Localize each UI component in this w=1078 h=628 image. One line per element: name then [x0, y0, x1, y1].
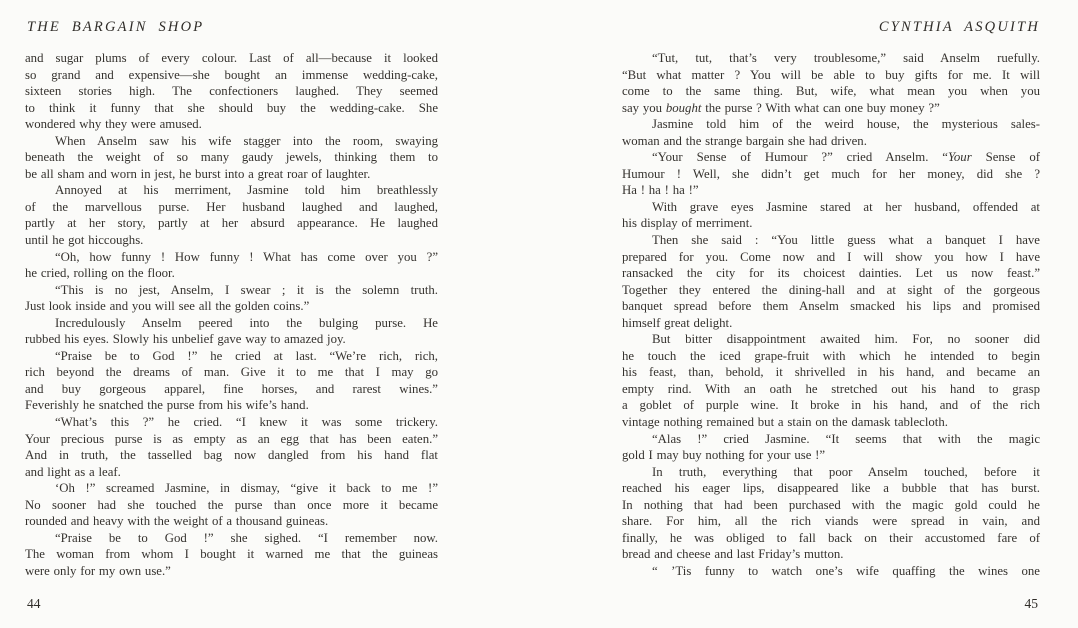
text-line: finally, he was obliged to fall back on their accustomed fare of — [622, 530, 1040, 545]
page-number-right: 45 — [1024, 596, 1038, 611]
running-head-left: THE BARGAIN SHOP — [27, 19, 205, 35]
text-line: Incredulously Anselm peered into the bulging purse. He — [55, 315, 438, 330]
text-line: “Alas !” cried Jasmine. “It seems that with the magic — [652, 431, 1040, 446]
text-line: “Praise be to God !” he cried at last. “We’re rich, rich, — [55, 348, 438, 363]
text-line: ‘Oh !” screamed Jasmine, in dismay, “give it back to me !” — [55, 481, 438, 496]
text-line: woman and the strange bargain she had driven. — [622, 133, 867, 148]
text-line: Then she said : “You little guess what a banquet I have — [652, 233, 1040, 248]
running-head-right: CYNTHIA ASQUITH — [878, 19, 1040, 35]
text-line: gold I may buy nothing for your use !” — [622, 448, 826, 463]
text-line: The woman from whom I bought it warned me that the guineas — [25, 547, 438, 562]
page-number-left: 44 — [27, 596, 41, 611]
text-line: “What’s this ?” he cried. “I knew it was some trickery. — [55, 415, 438, 430]
text-line: Jasmine told him of the weird house, the mysterious sales- — [652, 117, 1040, 132]
page-right — [622, 0, 1040, 628]
text-line: “ ’Tis funny to watch one’s wife quaffing the wines one — [652, 563, 1040, 578]
text-line: himself great delight. — [622, 315, 733, 330]
text-line: Together they entered the dining-hall and at sight of the gorgeous — [622, 282, 1040, 297]
text-line: until he got hiccoughs. — [25, 233, 144, 248]
text-line: rounded and heavy with the weight of a thousand guineas. — [25, 514, 329, 529]
text-line: bread and cheese and last Friday’s mutton. — [622, 547, 844, 562]
page-left-body — [25, 50, 438, 580]
text-line: Feverishly he snatched the purse from his wife’s hand. — [25, 398, 309, 413]
text-line: But bitter disappointment awaited him. For, no sooner did — [652, 332, 1040, 347]
text-line: When Anselm saw his wife stagger into the room, swaying — [55, 133, 438, 148]
text-line: In truth, everything that poor Anselm touched, before it — [652, 464, 1040, 479]
text-line: a goblet of purple wine. It broke in his hand, and of the rich — [622, 398, 1040, 413]
text-line: empty rind. With an oath he stretched out his hand to grasp — [622, 381, 1040, 396]
text-line: and light as a leaf. — [25, 464, 121, 479]
text-line: “Praise be to God !” she sighed. “I remember now. — [55, 530, 438, 545]
text-line: rubbed his eyes. Slowly his unbelief gave way to amazed joy. — [25, 332, 346, 347]
text-line: Just look inside and you will see all the golden coins.” — [25, 299, 310, 314]
text-line: and buy gorgeous apparel, fine horses, and rarest wines.” — [25, 381, 438, 396]
text-line: rich beyond the dreams of man. Give it to me that I may go — [25, 365, 438, 380]
text-line: Annoyed at his merriment, Jasmine told him breathlessly — [55, 183, 438, 198]
text-line: partly at her story, partly at her absurd appearance. He laughed — [25, 216, 438, 231]
text-line: of the marvellous purse. Her husband laughed and laughed, — [25, 199, 438, 214]
text-line: and sugar plums of every colour. Last of all—because it looked — [25, 51, 438, 65]
text-line: come to the same thing. But, wife, what mean you when you — [622, 84, 1040, 99]
text-line: say you bought the purse ? With what can one buy money ?” — [622, 100, 940, 115]
page-left — [25, 0, 438, 628]
text-line: No sooner had she touched the purse than once more it became — [25, 497, 438, 512]
text-line: “Tut, tut, that’s very troublesome,” said Anselm ruefully. — [652, 51, 1040, 65]
text-line: Humour ! Well, she didn’t get much for her money, did she ? — [622, 166, 1040, 181]
text-line: “This is no jest, Anselm, I swear ; it is the solemn truth. — [55, 282, 438, 297]
text-line: beneath the weight of so many gaudy jewels, thinking them to — [25, 150, 438, 165]
text-line: were only for my own use.” — [25, 563, 171, 578]
text-line: prepared for you. Come now and I will show you how I have — [622, 249, 1040, 264]
text-line: banquet spread before them Anselm smacked his lips and promised — [622, 299, 1040, 314]
text-line: “Your Sense of Humour ?” cried Anselm. “Your Sense of — [652, 150, 1040, 165]
text-line: he touch the iced grape-fruit with which he intended to begin — [622, 348, 1040, 363]
text-line: In nothing that had been purchased with the magic gold could he — [622, 497, 1040, 512]
text-line: his feast, than, behold, it shrivelled in his hand, and became an — [622, 365, 1040, 380]
text-line: And in truth, the tasselled bag now dangled from his hand flat — [25, 448, 438, 463]
text-line: With grave eyes Jasmine stared at her husband, offended at — [652, 199, 1040, 214]
page-right-body — [622, 50, 1040, 580]
text-line: wondered why they were amused. — [25, 117, 202, 132]
text-line: so grand and expensive—she bought an immense wedding-cake, — [25, 67, 438, 82]
text-line: be all sham and worn in jest, he burst into a great roar of laughter. — [25, 166, 371, 181]
text-line: “But what matter ? You will be able to buy gifts for me. It will — [622, 67, 1040, 82]
text-line: ransacked the city for its choicest dainties. Let us now feast.” — [622, 266, 1040, 281]
text-line: his display of merriment. — [622, 216, 753, 231]
text-line: Ha ! ha ! ha !” — [622, 183, 699, 198]
text-line: “Oh, how funny ! How funny ! What has come over you ?” — [55, 249, 438, 264]
text-line: Your precious purse is as empty as an egg that has been eaten.” — [25, 431, 438, 446]
text-line: share. For him, all the rich viands were spread in vain, and — [622, 514, 1040, 529]
text-line: sixteen stories high. The confectioners laughed. They seemed — [25, 84, 438, 99]
text-line: to think it funny that she should buy the wedding-cake. She — [25, 100, 438, 115]
text-line: he cried, rolling on the floor. — [25, 266, 175, 281]
text-line: reached his eager lips, disappeared like a bubble that has burst. — [622, 481, 1040, 496]
text-line: vintage nothing remained but a stain on the damask tablecloth. — [622, 415, 948, 430]
